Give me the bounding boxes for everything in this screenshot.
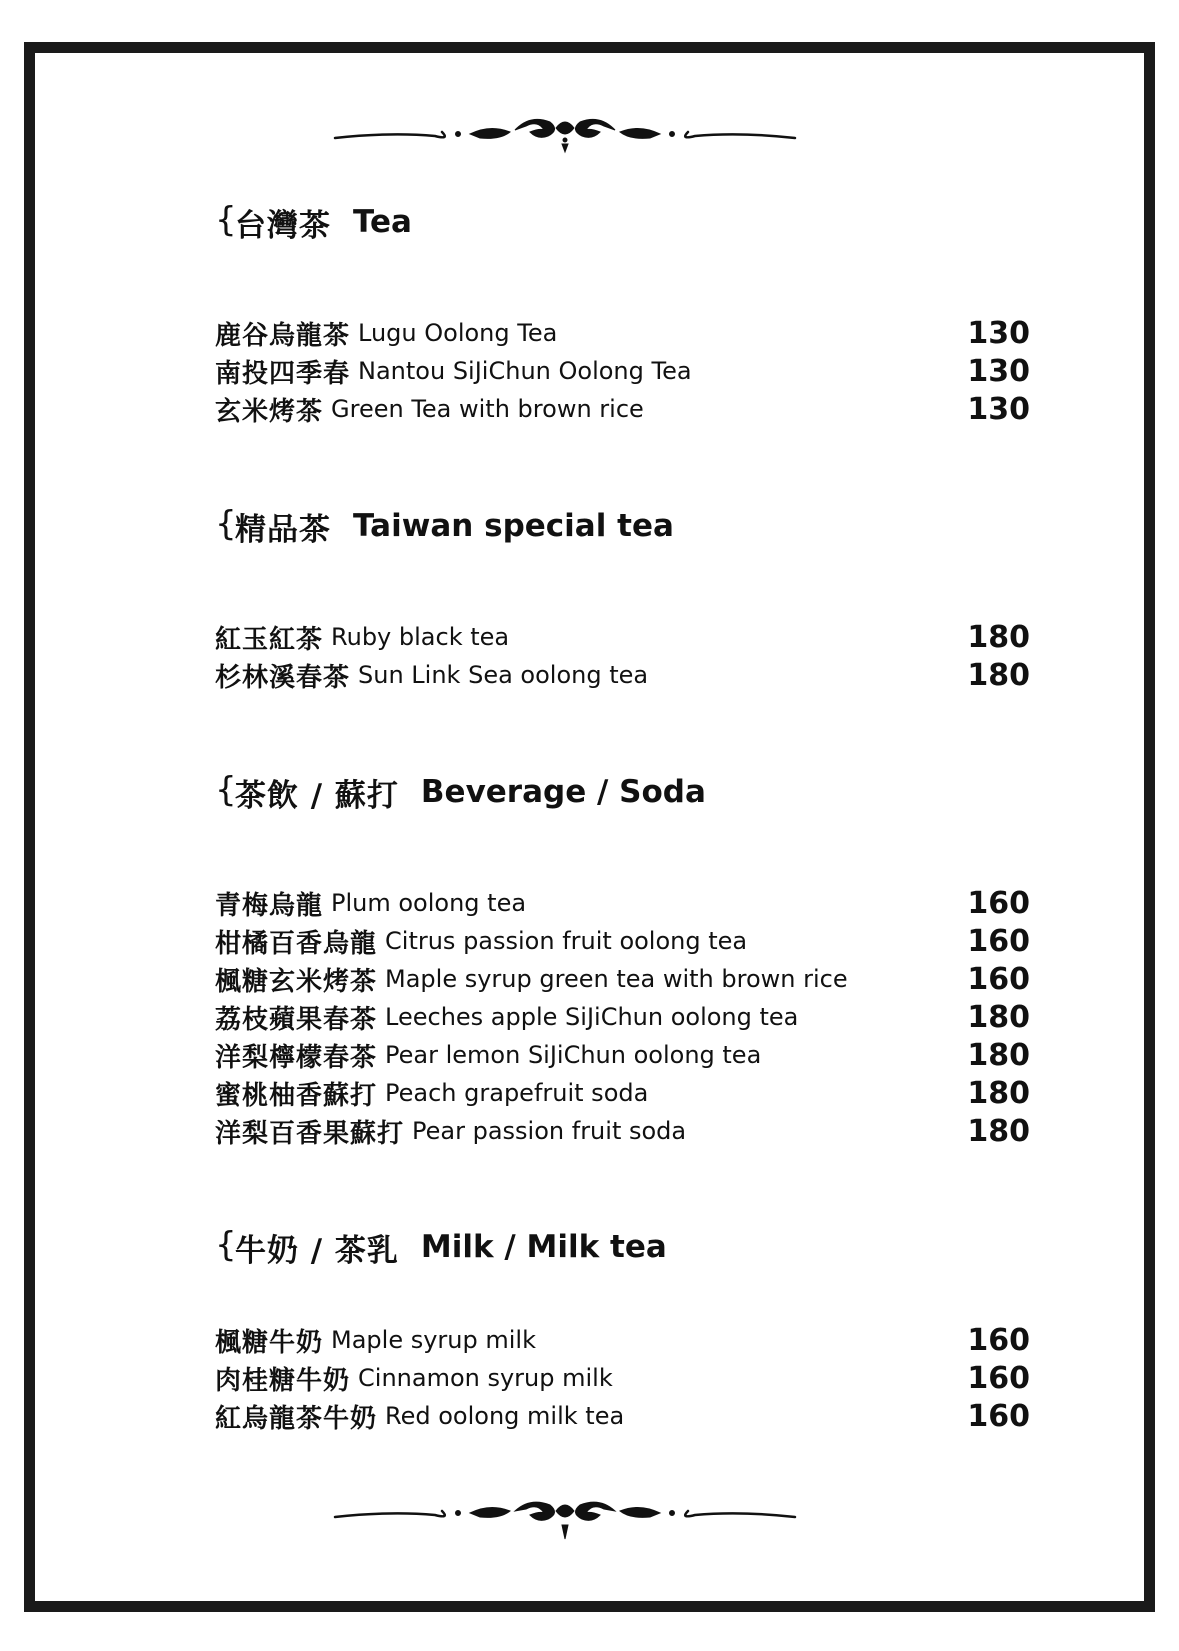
menu-item xyxy=(215,1036,1030,1074)
menu-list-milk xyxy=(215,1321,1030,1435)
item-name-zh: 南投四季春 xyxy=(215,358,351,389)
item-name-zh: 楓糖牛奶 xyxy=(215,1327,324,1358)
menu-item xyxy=(215,352,1030,390)
item-price: 180 xyxy=(967,1038,1030,1073)
item-name-zh: 洋梨百香果蘇打 xyxy=(215,1118,405,1149)
item-price: 180 xyxy=(967,658,1030,693)
section-header-special-tea xyxy=(215,504,674,548)
item-name-zh: 紅玉紅茶 xyxy=(215,624,324,655)
item-name-en: Leeches apple SiJiChun oolong tea xyxy=(385,1003,799,1031)
item-name-zh: 蜜桃柚香蘇打 xyxy=(215,1080,378,1111)
item-name-en: Maple syrup green tea with brown rice xyxy=(385,965,848,993)
menu-item xyxy=(215,1112,1030,1150)
item-name-en: Red oolong milk tea xyxy=(385,1402,625,1430)
section-header-beverage-soda xyxy=(215,770,706,814)
item-price: 130 xyxy=(967,316,1030,351)
menu-item xyxy=(215,390,1030,428)
item-name-zh: 杉林溪春茶 xyxy=(215,662,351,693)
item-price: 180 xyxy=(967,620,1030,655)
bracket-mark: { xyxy=(215,504,237,544)
menu-list-beverage-soda xyxy=(215,884,1030,1150)
item-price: 160 xyxy=(967,1323,1030,1358)
item-name-en: Pear lemon SiJiChun oolong tea xyxy=(385,1041,762,1069)
menu-item xyxy=(215,998,1030,1036)
item-price: 130 xyxy=(967,392,1030,427)
item-name-zh: 青梅烏龍 xyxy=(215,890,324,921)
item-name-en: Green Tea with brown rice xyxy=(331,395,644,423)
bracket-mark: { xyxy=(215,200,237,240)
item-name-en: Nantou SiJiChun Oolong Tea xyxy=(358,357,692,385)
menu-item xyxy=(215,1359,1030,1397)
section-title-zh: 台灣茶 xyxy=(235,207,331,244)
menu-item xyxy=(215,960,1030,998)
item-name-zh: 鹿谷烏龍茶 xyxy=(215,320,351,351)
menu-list-tea xyxy=(215,314,1030,428)
item-name-en: Citrus passion fruit oolong tea xyxy=(385,927,748,955)
item-price: 160 xyxy=(967,962,1030,997)
item-name-en: Maple syrup milk xyxy=(331,1326,536,1354)
ornament-divider-bottom xyxy=(330,1495,800,1555)
bracket-mark: { xyxy=(215,1225,237,1265)
section-title-en: Tea xyxy=(353,204,412,240)
menu-item xyxy=(215,884,1030,922)
item-name-zh: 荔枝蘋果春茶 xyxy=(215,1004,378,1035)
menu-item xyxy=(215,314,1030,352)
item-name-en: Plum oolong tea xyxy=(331,889,527,917)
item-name-en: Lugu Oolong Tea xyxy=(358,319,558,347)
bracket-mark: { xyxy=(215,770,237,810)
item-price: 160 xyxy=(967,1361,1030,1396)
section-title-zh: 精品茶 xyxy=(235,511,331,548)
item-price: 160 xyxy=(967,1399,1030,1434)
item-price: 160 xyxy=(967,924,1030,959)
item-name-zh: 肉桂糖牛奶 xyxy=(215,1365,351,1396)
ornament-divider-top xyxy=(330,110,800,170)
item-price: 130 xyxy=(967,354,1030,389)
section-title-zh: 茶飲 / 蘇打 xyxy=(235,777,399,814)
item-name-zh: 玄米烤茶 xyxy=(215,396,324,427)
item-price: 160 xyxy=(967,886,1030,921)
item-price: 180 xyxy=(967,1076,1030,1111)
item-name-zh: 洋梨檸檬春茶 xyxy=(215,1042,378,1073)
item-name-en: Peach grapefruit soda xyxy=(385,1079,649,1107)
item-price: 180 xyxy=(967,1000,1030,1035)
menu-item xyxy=(215,1397,1030,1435)
item-name-en: Cinnamon syrup milk xyxy=(358,1364,613,1392)
section-header-milk xyxy=(215,1225,667,1269)
item-name-en: Sun Link Sea oolong tea xyxy=(358,661,649,689)
item-price: 180 xyxy=(967,1114,1030,1149)
menu-list-special-tea xyxy=(215,618,1030,694)
section-title-en: Milk / Milk tea xyxy=(420,1229,667,1265)
item-name-zh: 柑橘百香烏龍 xyxy=(215,928,378,959)
section-title-en: Taiwan special tea xyxy=(353,508,674,544)
item-name-zh: 紅烏龍茶牛奶 xyxy=(215,1403,378,1434)
menu-item xyxy=(215,1074,1030,1112)
section-title-en: Beverage / Soda xyxy=(420,774,706,810)
item-name-en: Pear passion fruit soda xyxy=(412,1117,687,1145)
item-name-zh: 楓糖玄米烤茶 xyxy=(215,966,378,997)
menu-item xyxy=(215,922,1030,960)
item-name-en: Ruby black tea xyxy=(331,623,510,651)
menu-item xyxy=(215,656,1030,694)
menu-item xyxy=(215,1321,1030,1359)
section-title-zh: 牛奶 / 茶乳 xyxy=(235,1232,399,1269)
section-header-tea xyxy=(215,200,412,244)
menu-item xyxy=(215,618,1030,656)
